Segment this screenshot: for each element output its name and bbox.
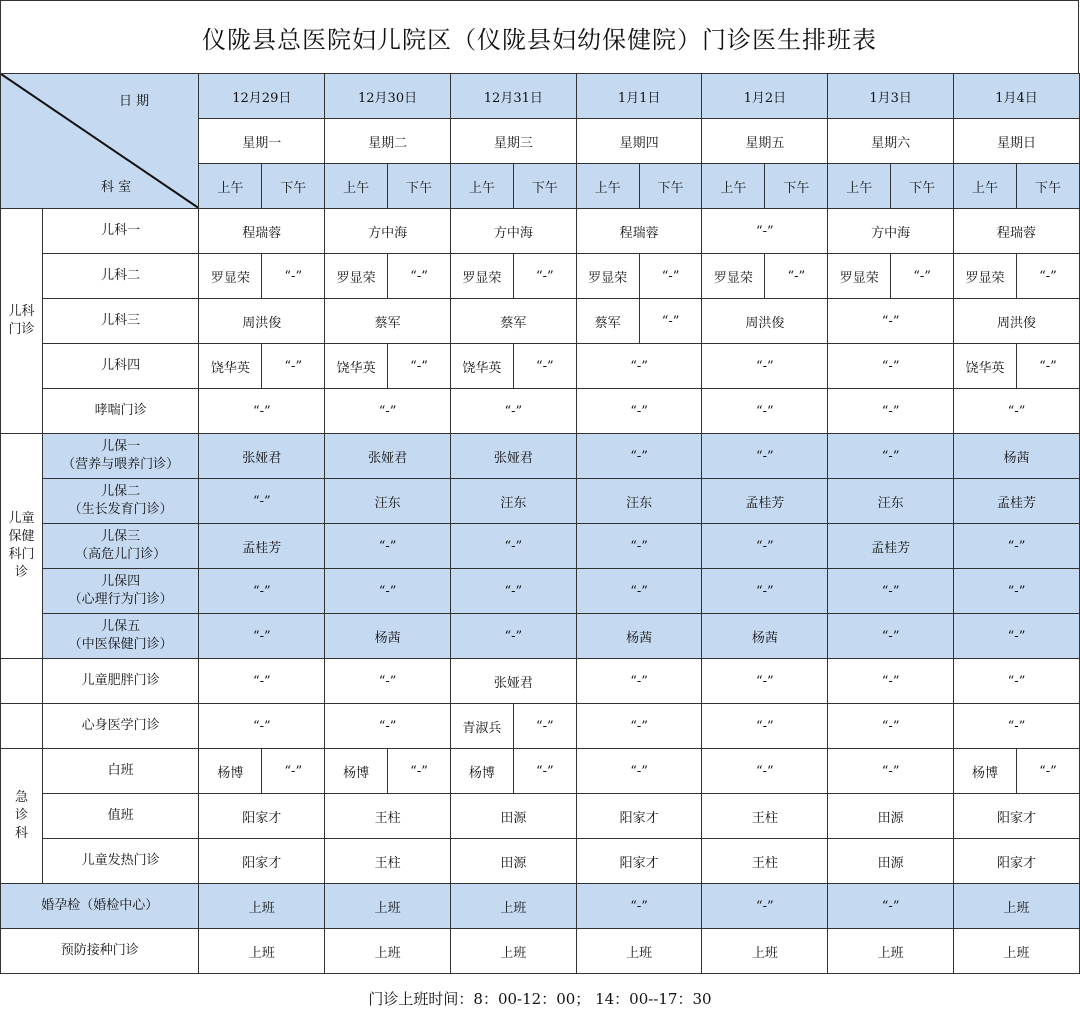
shift-cell: 上班 xyxy=(954,929,1080,974)
shift-cell: 上班 xyxy=(199,929,325,974)
afternoon-shift-cell: “-” xyxy=(639,254,702,299)
shift-cell: 周洪俊 xyxy=(954,299,1080,344)
shift-cell: “-” xyxy=(199,479,325,524)
shift-cell: 阳家才 xyxy=(954,794,1080,839)
diagonal-divider xyxy=(1,74,199,209)
shift-cell: 周洪俊 xyxy=(199,299,325,344)
shift-cell: 汪东 xyxy=(576,479,702,524)
morning-shift-cell: 罗显荣 xyxy=(954,254,1017,299)
morning-shift-cell: 杨博 xyxy=(450,749,513,794)
shift-cell: 孟桂芳 xyxy=(828,524,954,569)
shift-cell: “-” xyxy=(828,299,954,344)
department-name: 儿保四 （心理行为门诊） xyxy=(42,569,199,614)
schedule-row xyxy=(1,659,1080,704)
schedule-row xyxy=(1,749,1080,794)
shift-cell: 方中海 xyxy=(450,209,576,254)
shift-cell: “-” xyxy=(828,884,954,929)
shift-cell: 杨茜 xyxy=(325,614,451,659)
department-name: 哮喘门诊 xyxy=(42,389,199,434)
shift-cell: 田源 xyxy=(828,794,954,839)
schedule-row xyxy=(1,884,1080,929)
afternoon-shift-cell: “-” xyxy=(388,344,451,389)
afternoon-shift-cell: “-” xyxy=(765,254,828,299)
shift-cell: “-” xyxy=(828,749,954,794)
shift-cell: 王柱 xyxy=(702,839,828,884)
shift-cell: “-” xyxy=(702,524,828,569)
shift-cell: 阳家才 xyxy=(199,794,325,839)
shift-cell: 孟桂芳 xyxy=(199,524,325,569)
morning-header-cell: 上午 xyxy=(450,164,513,209)
shift-cell: “-” xyxy=(702,209,828,254)
shift-cell: “-” xyxy=(576,389,702,434)
morning-shift-cell: 青淑兵 xyxy=(450,704,513,749)
weekday-header-cell: 星期一 xyxy=(199,119,325,164)
date-header-cell: 1月4日 xyxy=(954,74,1080,119)
shift-cell: 阳家才 xyxy=(199,839,325,884)
shift-cell: “-” xyxy=(576,884,702,929)
shift-cell: “-” xyxy=(828,344,954,389)
date-header-cell: 1月3日 xyxy=(828,74,954,119)
shift-cell: “-” xyxy=(576,344,702,389)
morning-shift-cell: 杨博 xyxy=(954,749,1017,794)
department-group: 急 诊 科 xyxy=(1,749,43,884)
shift-cell: “-” xyxy=(199,389,325,434)
afternoon-header-cell: 下午 xyxy=(388,164,451,209)
shift-cell: “-” xyxy=(199,614,325,659)
schedule-row xyxy=(1,614,1080,659)
shift-cell: 阳家才 xyxy=(954,839,1080,884)
shift-cell: 上班 xyxy=(325,884,451,929)
shift-cell: 上班 xyxy=(450,929,576,974)
department-name: 儿科三 xyxy=(42,299,199,344)
page-title: 仪陇县总医院妇儿院区（仪陇县妇幼保健院）门诊医生排班表 xyxy=(0,0,1079,73)
department-name: 儿保二 （生长发育门诊） xyxy=(42,479,199,524)
afternoon-header-cell: 下午 xyxy=(765,164,828,209)
morning-header-cell: 上午 xyxy=(954,164,1017,209)
morning-shift-cell: 饶华英 xyxy=(325,344,388,389)
shift-cell: “-” xyxy=(828,704,954,749)
department-name: 心身医学门诊 xyxy=(42,704,199,749)
shift-cell: 方中海 xyxy=(325,209,451,254)
morning-shift-cell: 罗显荣 xyxy=(450,254,513,299)
morning-shift-cell: 罗显荣 xyxy=(199,254,262,299)
morning-shift-cell: 蔡军 xyxy=(576,299,639,344)
shift-cell: 张娅君 xyxy=(450,659,576,704)
weekday-header-cell: 星期三 xyxy=(450,119,576,164)
schedule-row xyxy=(1,344,1080,389)
shift-cell: 上班 xyxy=(450,884,576,929)
shift-cell: “-” xyxy=(702,389,828,434)
shift-cell: 孟桂芳 xyxy=(954,479,1080,524)
shift-cell: 张娅君 xyxy=(325,434,451,479)
shift-cell: 孟桂芳 xyxy=(702,479,828,524)
schedule-row xyxy=(1,569,1080,614)
afternoon-shift-cell: “-” xyxy=(1016,344,1079,389)
morning-shift-cell: 杨博 xyxy=(199,749,262,794)
shift-cell: 杨茜 xyxy=(954,434,1080,479)
schedule-row xyxy=(1,209,1080,254)
shift-cell: “-” xyxy=(576,524,702,569)
weekday-header-cell: 星期日 xyxy=(954,119,1080,164)
shift-cell: 田源 xyxy=(450,839,576,884)
morning-header-cell: 上午 xyxy=(576,164,639,209)
date-header-cell: 1月2日 xyxy=(702,74,828,119)
department-name: 白班 xyxy=(42,749,199,794)
shift-cell: “-” xyxy=(576,659,702,704)
morning-shift-cell: 罗显荣 xyxy=(325,254,388,299)
department-group xyxy=(1,659,43,704)
date-header-label: 日 期 xyxy=(119,94,150,109)
shift-cell: “-” xyxy=(954,704,1080,749)
department-group: 儿科 门诊 xyxy=(1,209,43,434)
schedule-row xyxy=(1,434,1080,479)
afternoon-header-cell: 下午 xyxy=(513,164,576,209)
shift-cell: 王柱 xyxy=(325,839,451,884)
schedule-row xyxy=(1,479,1080,524)
shift-cell: “-” xyxy=(325,704,451,749)
shift-cell: 王柱 xyxy=(702,794,828,839)
morning-shift-cell: 饶华英 xyxy=(199,344,262,389)
afternoon-shift-cell: “-” xyxy=(639,299,702,344)
shift-cell: 汪东 xyxy=(450,479,576,524)
shift-cell: “-” xyxy=(702,569,828,614)
afternoon-header-cell: 下午 xyxy=(891,164,954,209)
department-name: 儿保五 （中医保健门诊） xyxy=(42,614,199,659)
department-name: 儿科二 xyxy=(42,254,199,299)
schedule-row xyxy=(1,704,1080,749)
shift-cell: “-” xyxy=(450,614,576,659)
morning-shift-cell: 罗显荣 xyxy=(828,254,891,299)
afternoon-shift-cell: “-” xyxy=(513,749,576,794)
morning-header-cell: 上午 xyxy=(702,164,765,209)
clinic-hours-note: 门诊上班时间：8：00-12：00； 14：00--17：30 xyxy=(368,990,712,1008)
shift-cell: “-” xyxy=(576,569,702,614)
afternoon-header-cell: 下午 xyxy=(262,164,325,209)
afternoon-header-cell: 下午 xyxy=(639,164,702,209)
corner-header xyxy=(1,74,199,209)
shift-cell: 上班 xyxy=(954,884,1080,929)
department-name: 儿童肥胖门诊 xyxy=(42,659,199,704)
department-header-label: 科 室 xyxy=(101,180,132,195)
afternoon-shift-cell: “-” xyxy=(262,749,325,794)
shift-cell: 蔡军 xyxy=(450,299,576,344)
shift-cell: “-” xyxy=(954,569,1080,614)
shift-cell: 张娅君 xyxy=(199,434,325,479)
shift-cell: “-” xyxy=(702,884,828,929)
morning-shift-cell: 饶华英 xyxy=(450,344,513,389)
afternoon-shift-cell: “-” xyxy=(513,704,576,749)
shift-cell: “-” xyxy=(702,659,828,704)
morning-shift-cell: 罗显荣 xyxy=(702,254,765,299)
afternoon-shift-cell: “-” xyxy=(891,254,954,299)
shift-cell: 杨茜 xyxy=(576,614,702,659)
shift-cell: “-” xyxy=(325,659,451,704)
header-dates-row xyxy=(1,74,1080,119)
shift-cell: “-” xyxy=(199,569,325,614)
shift-cell: 程瑞蓉 xyxy=(954,209,1080,254)
morning-header-cell: 上午 xyxy=(199,164,262,209)
shift-cell: “-” xyxy=(702,434,828,479)
weekday-header-cell: 星期五 xyxy=(702,119,828,164)
shift-cell: 上班 xyxy=(702,929,828,974)
shift-cell: 蔡军 xyxy=(325,299,451,344)
schedule-table xyxy=(0,73,1080,974)
department-name: 儿保一 （营养与喂养门诊） xyxy=(42,434,199,479)
shift-cell: “-” xyxy=(450,524,576,569)
shift-cell: 阳家才 xyxy=(576,839,702,884)
shift-cell: 上班 xyxy=(325,929,451,974)
shift-cell: “-” xyxy=(828,614,954,659)
schedule-row xyxy=(1,794,1080,839)
afternoon-shift-cell: “-” xyxy=(262,344,325,389)
shift-cell: 汪东 xyxy=(325,479,451,524)
department-name: 儿科一 xyxy=(42,209,199,254)
shift-cell: “-” xyxy=(702,749,828,794)
shift-cell: 程瑞蓉 xyxy=(576,209,702,254)
shift-cell: 张娅君 xyxy=(450,434,576,479)
shift-cell: 田源 xyxy=(828,839,954,884)
afternoon-shift-cell: “-” xyxy=(388,254,451,299)
shift-cell: “-” xyxy=(576,749,702,794)
department-name: 婚孕检（婚检中心） xyxy=(1,884,199,929)
weekday-header-cell: 星期二 xyxy=(325,119,451,164)
afternoon-shift-cell: “-” xyxy=(513,254,576,299)
shift-cell: 阳家才 xyxy=(576,794,702,839)
shift-cell: “-” xyxy=(702,344,828,389)
department-name: 值班 xyxy=(42,794,199,839)
morning-header-cell: 上午 xyxy=(325,164,388,209)
schedule-row xyxy=(1,389,1080,434)
shift-cell: “-” xyxy=(954,614,1080,659)
shift-cell: “-” xyxy=(325,524,451,569)
shift-cell: 王柱 xyxy=(325,794,451,839)
weekday-header-cell: 星期四 xyxy=(576,119,702,164)
schedule-row xyxy=(1,254,1080,299)
morning-shift-cell: 罗显荣 xyxy=(576,254,639,299)
shift-cell: 方中海 xyxy=(828,209,954,254)
shift-cell: “-” xyxy=(702,704,828,749)
afternoon-shift-cell: “-” xyxy=(1016,254,1079,299)
shift-cell: “-” xyxy=(450,389,576,434)
morning-shift-cell: 饶华英 xyxy=(954,344,1017,389)
afternoon-header-cell: 下午 xyxy=(1016,164,1079,209)
shift-cell: 杨茜 xyxy=(702,614,828,659)
shift-cell: 汪东 xyxy=(828,479,954,524)
shift-cell: “-” xyxy=(828,659,954,704)
shift-cell: “-” xyxy=(325,569,451,614)
department-group xyxy=(1,704,43,749)
shift-cell: 周洪俊 xyxy=(702,299,828,344)
shift-cell: “-” xyxy=(828,569,954,614)
morning-shift-cell: 杨博 xyxy=(325,749,388,794)
shift-cell: “-” xyxy=(576,434,702,479)
weekday-header-cell: 星期六 xyxy=(828,119,954,164)
department-group: 儿童 保健 科门 诊 xyxy=(1,434,43,659)
shift-cell: 上班 xyxy=(576,929,702,974)
shift-cell: “-” xyxy=(828,389,954,434)
morning-header-cell: 上午 xyxy=(828,164,891,209)
date-header-cell: 12月31日 xyxy=(450,74,576,119)
afternoon-shift-cell: “-” xyxy=(388,749,451,794)
schedule-row xyxy=(1,299,1080,344)
afternoon-shift-cell: “-” xyxy=(1016,749,1079,794)
shift-cell: 田源 xyxy=(450,794,576,839)
department-name: 儿科四 xyxy=(42,344,199,389)
shift-cell: “-” xyxy=(954,524,1080,569)
shift-cell: 程瑞蓉 xyxy=(199,209,325,254)
department-name: 儿童发热门诊 xyxy=(42,839,199,884)
schedule-row xyxy=(1,929,1080,974)
date-header-cell: 12月29日 xyxy=(199,74,325,119)
date-header-cell: 1月1日 xyxy=(576,74,702,119)
shift-cell: “-” xyxy=(199,704,325,749)
shift-cell: “-” xyxy=(325,389,451,434)
shift-cell: “-” xyxy=(828,434,954,479)
shift-cell: 上班 xyxy=(828,929,954,974)
department-name: 儿保三 （高危儿门诊） xyxy=(42,524,199,569)
shift-cell: “-” xyxy=(954,659,1080,704)
shift-cell: “-” xyxy=(199,659,325,704)
shift-cell: “-” xyxy=(576,704,702,749)
shift-cell: “-” xyxy=(450,569,576,614)
afternoon-shift-cell: “-” xyxy=(262,254,325,299)
schedule-row xyxy=(1,839,1080,884)
department-name: 预防接种门诊 xyxy=(1,929,199,974)
date-header-cell: 12月30日 xyxy=(325,74,451,119)
shift-cell: 上班 xyxy=(199,884,325,929)
afternoon-shift-cell: “-” xyxy=(513,344,576,389)
schedule-row xyxy=(1,524,1080,569)
shift-cell: “-” xyxy=(954,389,1080,434)
